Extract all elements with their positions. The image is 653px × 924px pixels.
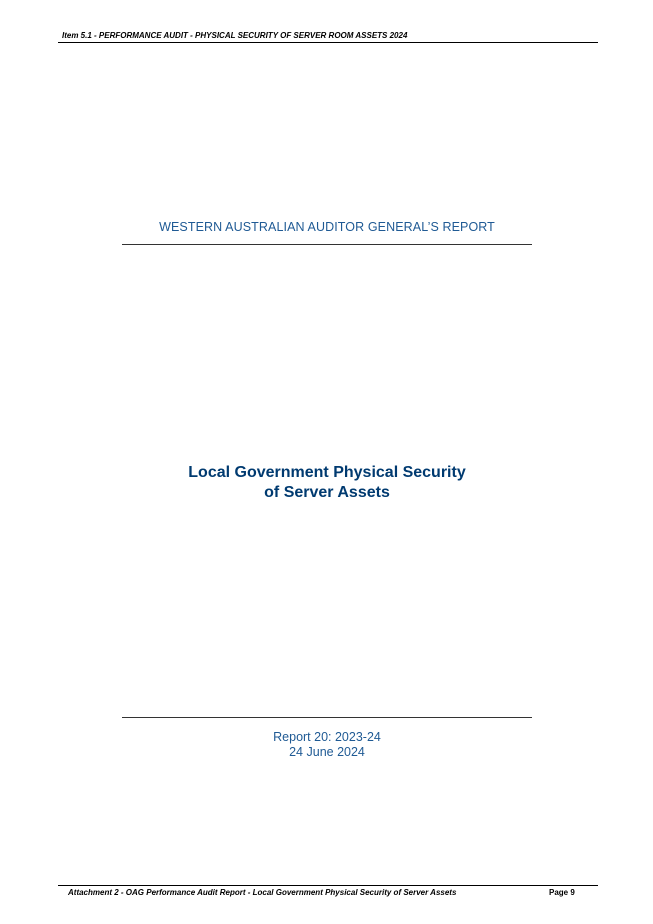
report-number: Report 20: 2023-24 [273, 730, 381, 744]
report-date: 24 June 2024 [289, 745, 365, 759]
page-header: Item 5.1 - PERFORMANCE AUDIT - PHYSICAL SECURITY OF SERVER ROOM ASSETS 2024 [62, 31, 408, 40]
header-divider [58, 42, 598, 43]
report-title-line-2: of Server Assets [264, 484, 390, 501]
report-info [122, 730, 532, 760]
subtitle-divider [122, 244, 532, 245]
report-title [122, 463, 532, 503]
report-title-line-1: Local Government Physical Security [188, 464, 466, 481]
footer-divider [58, 885, 598, 886]
report-info-divider [122, 717, 532, 718]
footer-attachment-label: Attachment 2 - OAG Performance Audit Report - Local Government Physical Security of Server Assets [68, 888, 457, 897]
report-series-subtitle: WESTERN AUSTRALIAN AUDITOR GENERAL’S REPORT [159, 220, 495, 234]
page-number: Page 9 [549, 888, 575, 897]
